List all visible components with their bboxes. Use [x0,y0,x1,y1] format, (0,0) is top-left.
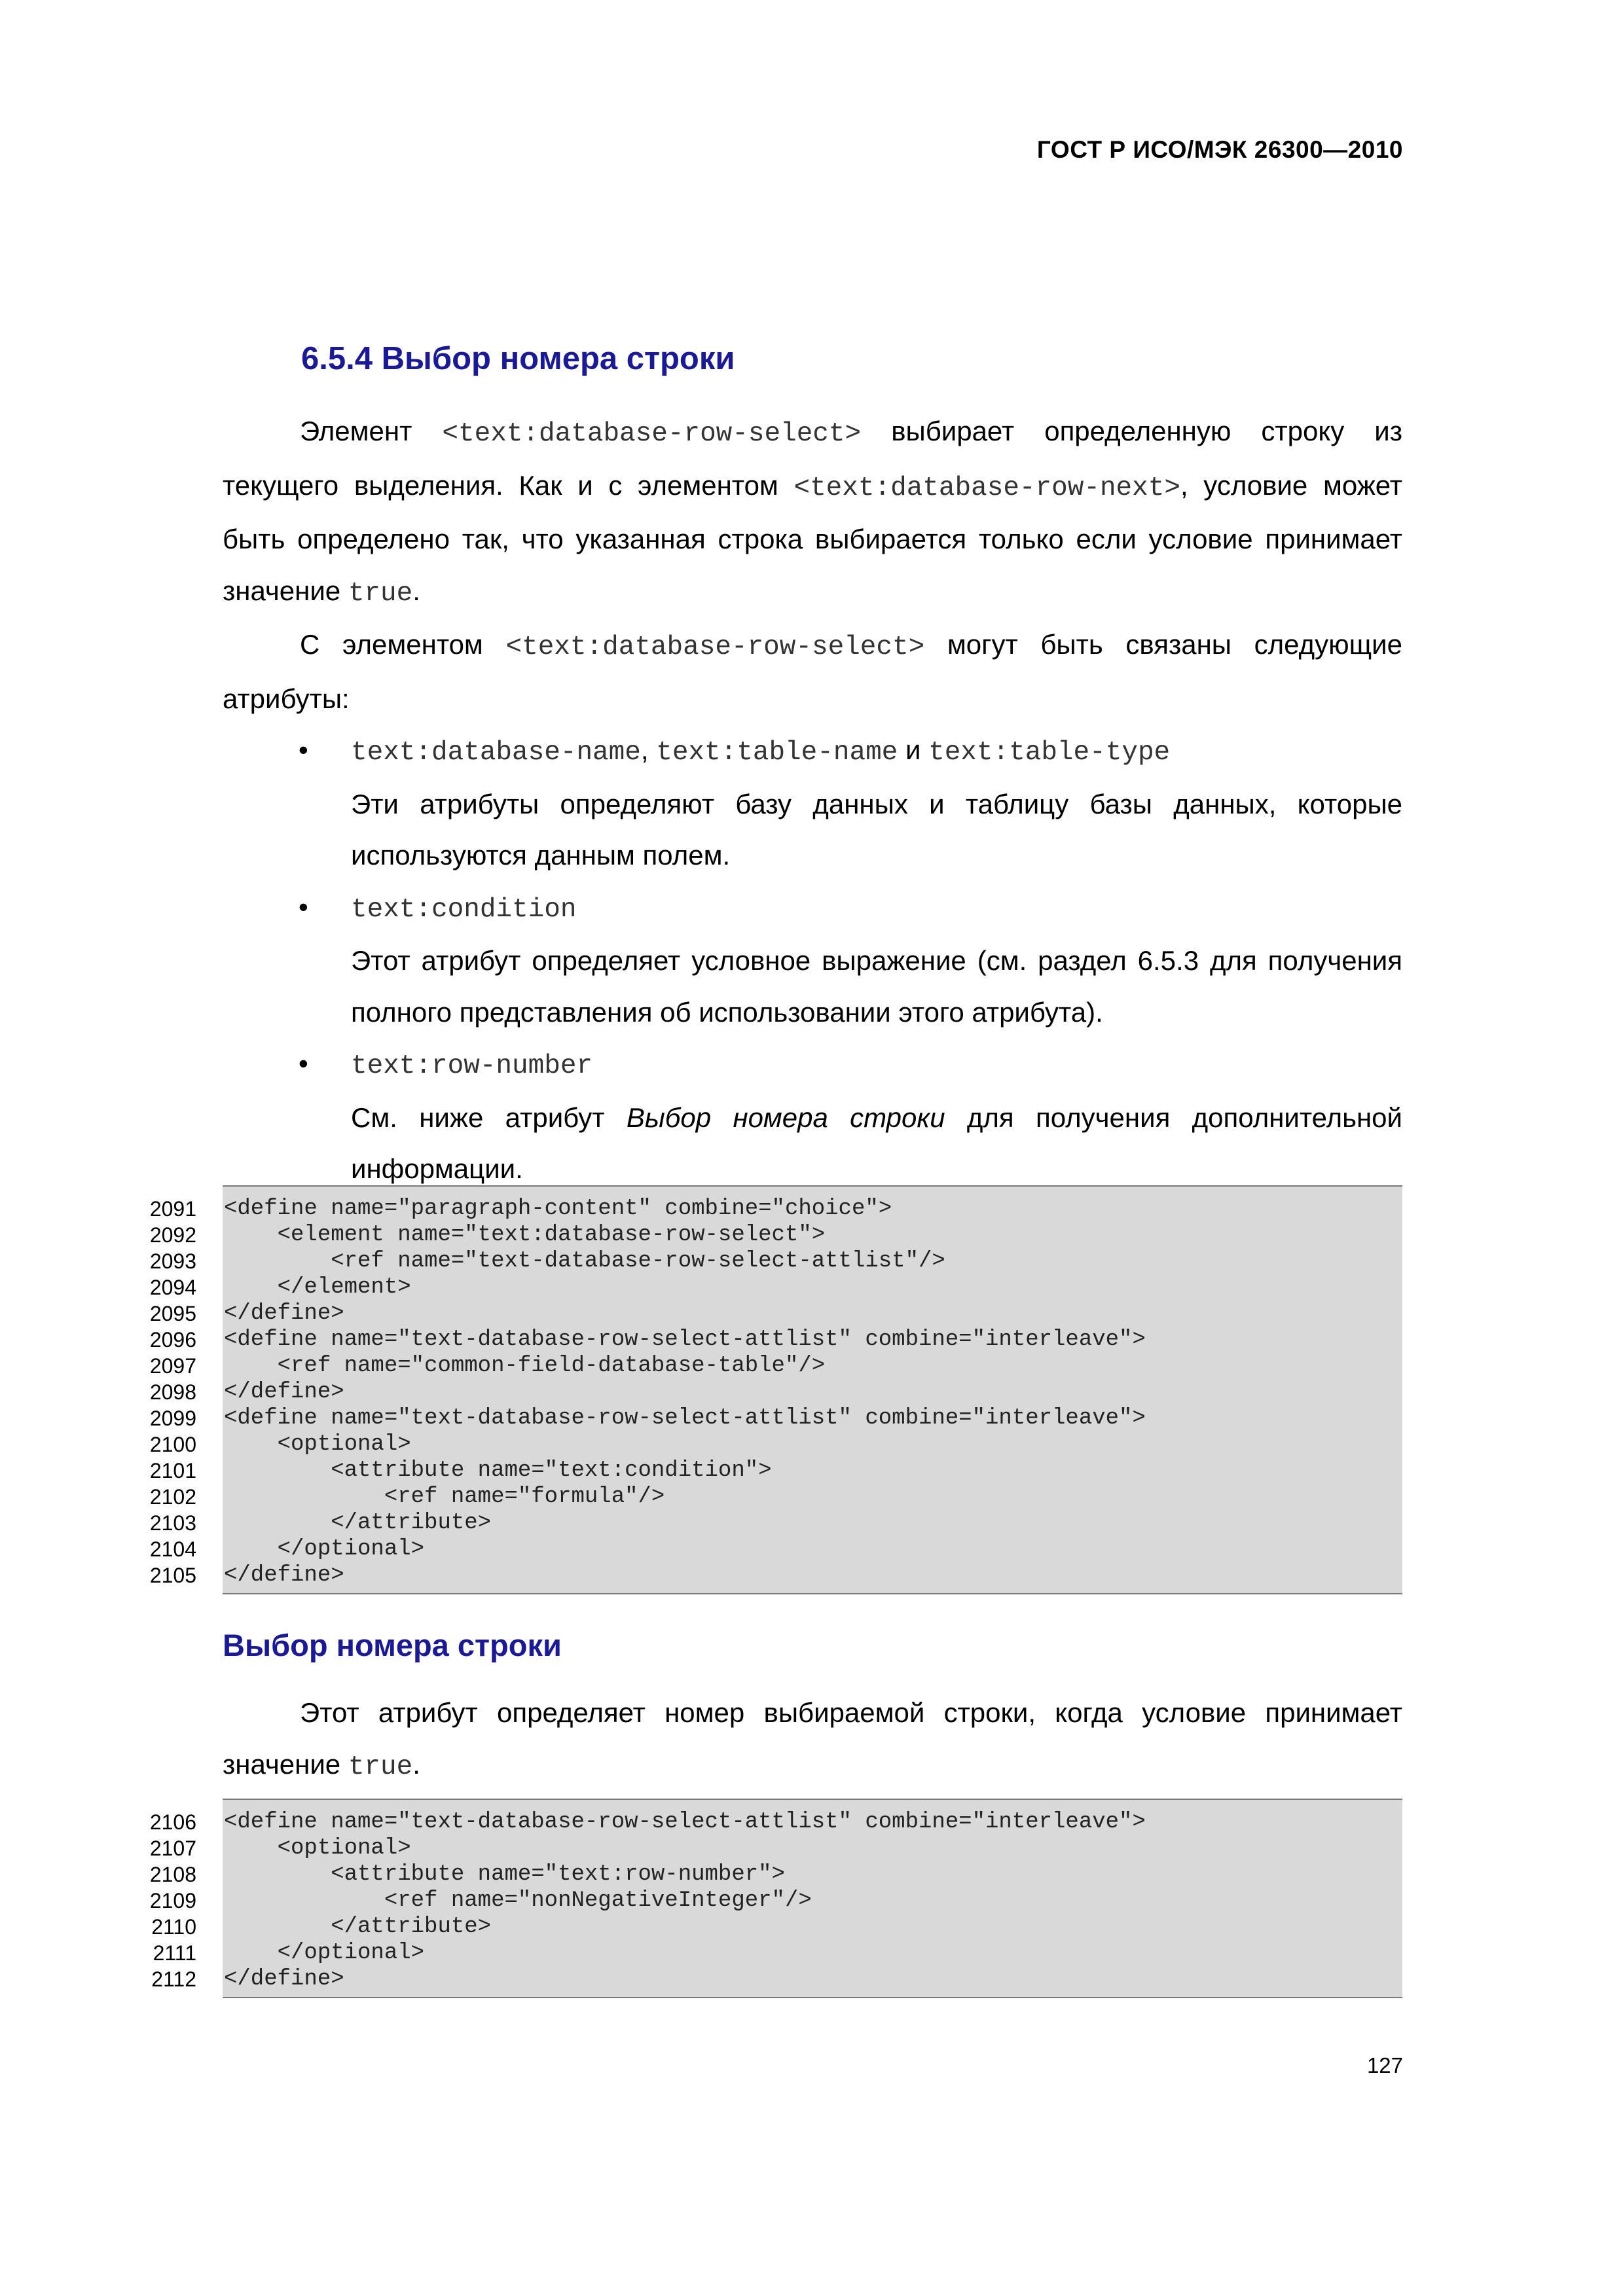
line-number: 2100 [149,1433,196,1456]
line-number: 2099 [149,1407,196,1430]
text-run: См. ниже атрибут [351,1102,627,1133]
code-line: <optional> [224,1836,411,1861]
text-run: , [640,734,657,765]
bullet-description [351,1092,1402,1195]
code-row [149,1835,1402,1861]
bullet-description: Эти атрибуты определяют базу данных и таблицу базы данных, которые используются данным полем. [351,788,1402,870]
line-number: 2092 [149,1223,196,1247]
bullet-item-database [223,725,1402,882]
code-row [151,1914,1402,1940]
code-line: </attribute> [224,1914,492,1939]
code-line: <element name="text:database-row-select"> [224,1223,826,1247]
code-row [149,1222,1402,1248]
code-row [149,1353,1402,1379]
code-row [149,1809,1402,1835]
code-row [149,1274,1402,1300]
code-row [149,1510,1402,1536]
code-line: <optional> [224,1432,411,1457]
code-row [149,1300,1402,1327]
code-line: <attribute name="text:row-number"> [224,1862,785,1887]
text-run: С элементом [300,629,506,660]
line-number: 2101 [149,1459,196,1482]
code-inline: text:row-number [351,1051,593,1081]
code-line: <ref name="text-database-row-select-attlist"/> [224,1249,945,1274]
line-number: 2091 [149,1197,196,1221]
code-inline: <text:database-row-next> [793,473,1180,503]
code-inline: <text:database-row-select> [442,419,862,449]
line-number: 2105 [149,1564,196,1587]
bullet-dot: • [299,734,308,765]
code-row [149,1458,1402,1484]
code-row [149,1888,1402,1914]
text-run: , условие может быть определено так, что указанная строка выбирается только если условие принимает значение [223,469,1403,606]
bullet-description: Этот атрибут определяет условное выражение (см. раздел 6.5.3 для получения полного представления об использовании этого атрибута). [351,945,1402,1028]
text-run: Элемент [300,416,443,446]
emphasis-text: Выбор номера строки [626,1102,945,1133]
line-number: 2096 [149,1328,196,1352]
line-number: 2107 [149,1837,196,1860]
line-number: 2097 [149,1354,196,1378]
paragraph-row-number [223,1687,1402,1793]
code-row [149,1379,1402,1405]
code-line: </define> [224,1380,344,1405]
code-line: </define> [224,1563,344,1588]
text-run: для получения дополнительной информации. [351,1102,1402,1184]
text-run: выбирает определенную строку из текущего выделения. Как и с элементом [223,416,1402,501]
section-title: 6.5.4 Выбор номера строки [301,341,735,376]
code-inline: text:condition [351,894,577,925]
code-row [149,1484,1402,1510]
bullet-attributes [351,882,1402,936]
section-body [223,406,1402,1195]
paragraph-attributes [223,619,1402,725]
text-run: . [412,575,420,606]
line-number: 2098 [149,1380,196,1404]
line-number: 2108 [149,1863,196,1886]
code-row [149,1431,1402,1458]
line-number: 2103 [149,1511,196,1535]
bullet-attributes [351,1038,1402,1092]
code-line: </optional> [224,1941,425,1965]
line-number: 2111 [153,1941,196,1965]
text-run: Этот атрибут определяет номер выбираемой строки, когда условие принимает значение [223,1697,1402,1780]
code-row [149,1196,1402,1222]
code-row [149,1562,1402,1588]
text-run: могут быть связаны следующие атрибуты: [223,629,1403,714]
page-number: 127 [1366,2053,1403,2077]
code-line: </optional> [224,1537,425,1562]
code-row [149,1861,1402,1888]
code-row [151,1966,1402,1992]
code-row [153,1940,1402,1966]
code-listing-1 [149,1185,1402,1594]
code-inline: <text:database-row-select> [505,632,925,662]
line-number: 2106 [149,1810,196,1834]
subsection-title: Выбор номера строки [223,1628,562,1662]
line-number: 2102 [149,1485,196,1509]
code-row [149,1248,1402,1274]
bullet-item-condition [223,882,1402,1039]
bullet-attributes [351,725,1402,779]
paragraph-intro [223,406,1402,619]
code-inline: true [348,578,413,609]
text-run: . [412,1748,420,1780]
document-header: ГОСТ Р ИСО/МЭК 26300—2010 [1036,136,1403,163]
line-number: 2104 [149,1537,196,1561]
line-number: 2095 [149,1302,196,1325]
code-inline: text:database-name [351,738,641,768]
bullet-item-row-number [223,1038,1402,1195]
code-line: <attribute name="text:condition"> [224,1458,772,1483]
code-row [149,1327,1402,1353]
line-number: 2094 [149,1276,196,1299]
code-inline: text:table-type [928,738,1171,768]
line-number: 2110 [151,1915,196,1939]
code-line: <define name="paragraph-content" combine="choice"> [224,1196,892,1221]
code-listing-2 [149,1799,1402,1998]
line-number: 2093 [149,1249,196,1273]
code-line: </define> [224,1301,344,1326]
code-line: </define> [224,1967,344,1992]
code-line: </element> [224,1275,411,1300]
code-row [149,1536,1402,1562]
code-row [149,1405,1402,1431]
code-line: <ref name="common-field-database-table"/> [224,1354,826,1378]
bullet-dot: • [299,1048,308,1079]
code-inline: text:table-name [656,738,898,768]
code-line: <define name="text-database-row-select-attlist" combine="interleave"> [224,1327,1146,1352]
code-line: <ref name="formula"/> [224,1484,665,1509]
line-number: 2112 [151,1967,196,1991]
code-line: <define name="text-database-row-select-attlist" combine="interleave"> [224,1406,1146,1431]
bullet-dot: • [299,891,308,922]
code-inline: true [348,1751,413,1782]
text-run: и [898,734,929,765]
code-line: <define name="text-database-row-select-attlist" combine="interleave"> [224,1810,1146,1835]
line-number: 2109 [149,1889,196,1912]
subsection-body [223,1687,1402,1793]
code-line: <ref name="nonNegativeInteger"/> [224,1888,812,1913]
code-line: </attribute> [224,1511,492,1535]
